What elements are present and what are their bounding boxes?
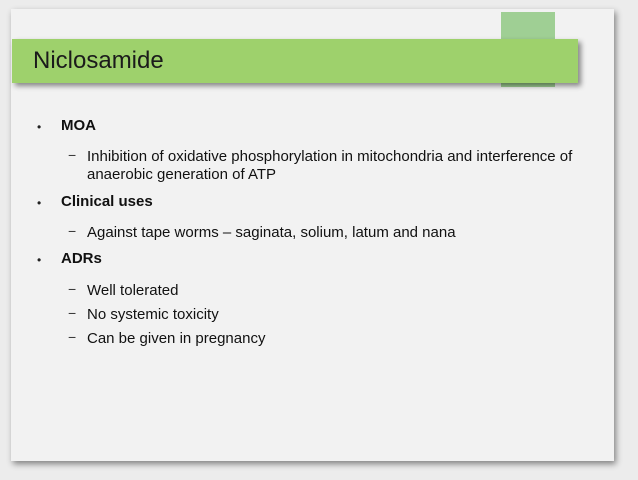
bullet-marker: • <box>37 196 42 210</box>
sub-marker: − <box>68 305 77 321</box>
bullet-marker: • <box>37 253 42 267</box>
sub-item-adrs-2: No systemic toxicity <box>87 306 219 323</box>
bullet-moa: MOA <box>61 117 96 134</box>
sub-item-clinical-1: Against tape worms – saginata, solium, latum and nana <box>87 224 456 241</box>
sub-item-adrs-1: Well tolerated <box>87 282 179 299</box>
sub-marker: − <box>68 223 77 239</box>
sub-marker: − <box>68 281 77 297</box>
bullet-adrs: ADRs <box>61 250 102 267</box>
sub-marker: − <box>68 147 77 163</box>
sub-marker: − <box>68 329 77 345</box>
sub-item-adrs-3: Can be given in pregnancy <box>87 330 266 347</box>
bullet-marker: • <box>37 120 42 134</box>
bullet-clinical-uses: Clinical uses <box>61 193 153 210</box>
slide-title: Niclosamide <box>33 47 164 74</box>
sub-item-moa-1: Inhibition of oxidative phosphorylation in mitochondria and interference of anaerobic generation of ATP <box>87 148 573 183</box>
